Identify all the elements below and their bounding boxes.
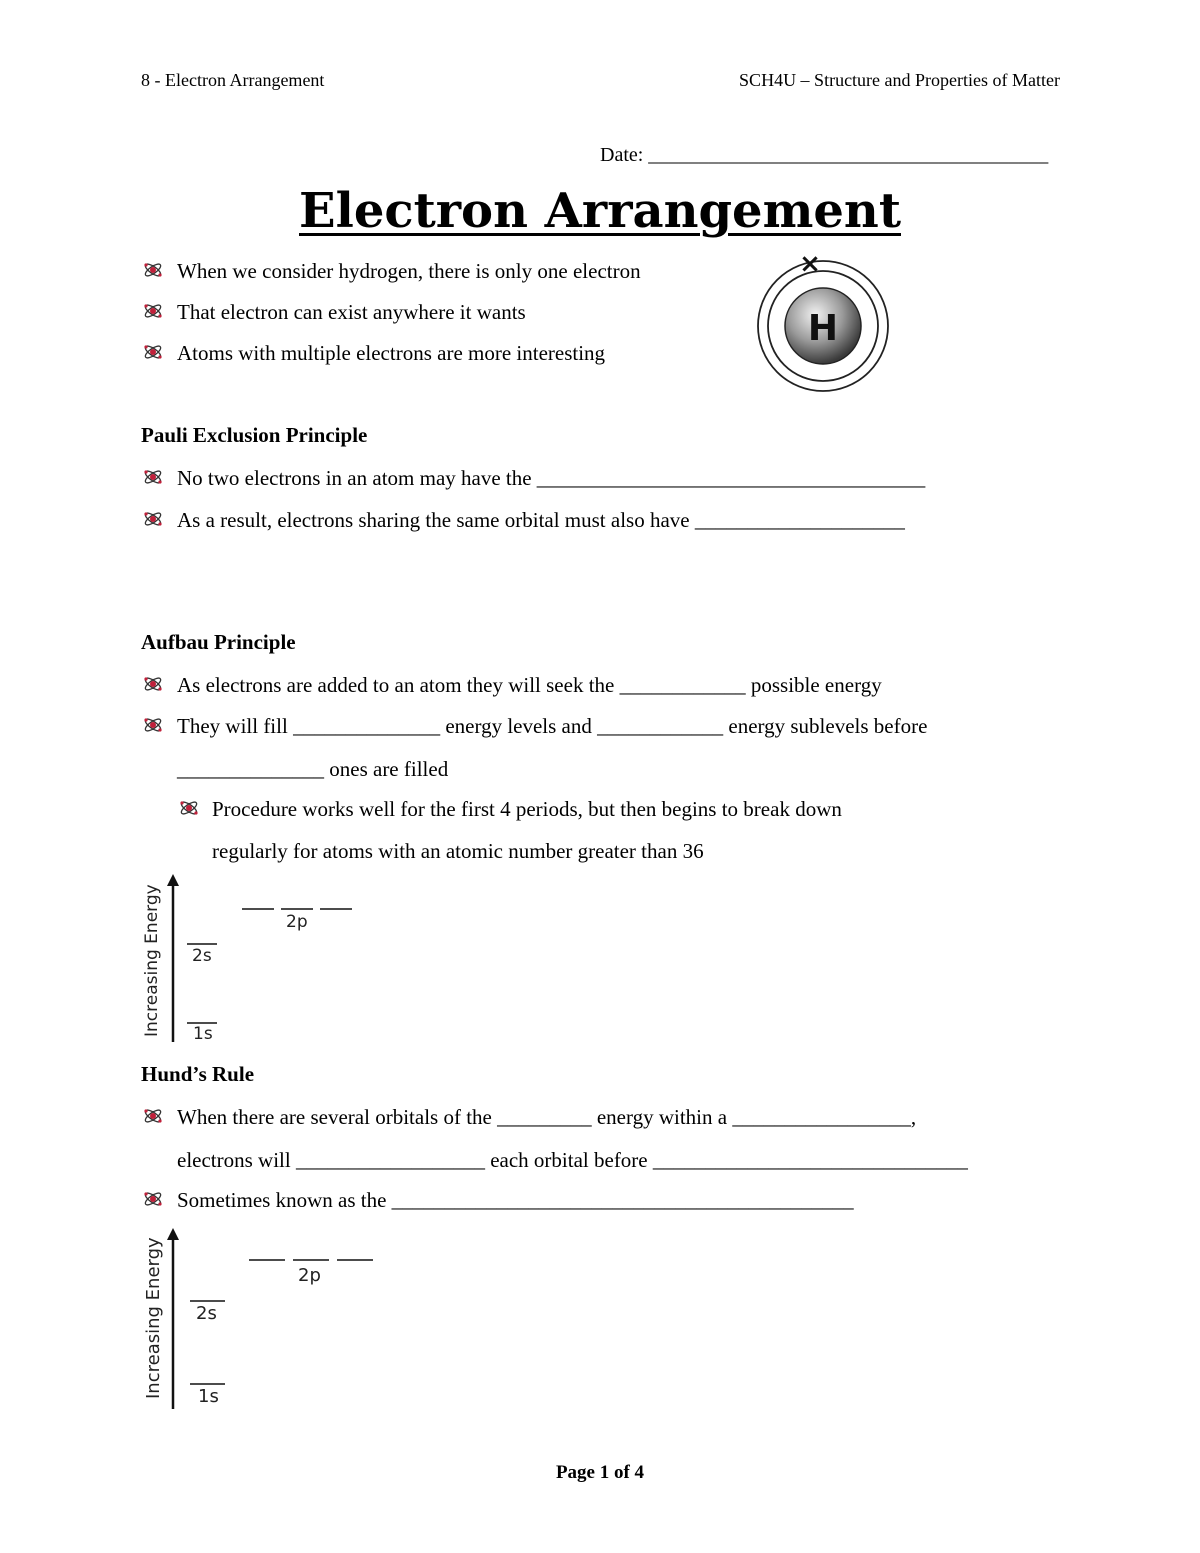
axis-label: Increasing Energy <box>143 1237 164 1399</box>
energy-diagram-hund <box>135 1226 395 1416</box>
pauli-bullet: No two electrons in an atom may have the _____________________________________ <box>177 466 926 490</box>
energy-diagram-aufbau <box>135 872 375 1052</box>
hund-heading: Hund’s Rule <box>141 1062 255 1086</box>
atom-bullet-icon <box>142 466 164 488</box>
page-title: Electron Arrangement <box>299 183 901 239</box>
aufbau-bullet-continued: ______________ ones are filled <box>177 757 449 781</box>
header-left: 8 - Electron Arrangement <box>141 70 325 90</box>
hund-bullet: Sometimes known as the ____________________________________________ <box>177 1188 854 1212</box>
aufbau-sub-bullet-continued: regularly for atoms with an atomic number greater than 36 <box>212 839 704 863</box>
hund-bullet: When there are several orbitals of the _________ energy within a _________________, <box>177 1105 917 1129</box>
atom-bullet-icon <box>142 673 164 695</box>
atom-bullet-icon <box>142 714 164 736</box>
atom-bullet-icon <box>178 797 200 819</box>
aufbau-bullet: They will fill ______________ energy levels and ____________ energy sublevels before <box>177 714 928 738</box>
electron-mark: × <box>799 250 821 279</box>
axis-label: Increasing Energy <box>142 884 162 1037</box>
aufbau-sub-bullet: Procedure works well for the first 4 periods, but then begins to break down <box>212 797 842 821</box>
level-label-2s: 2s <box>192 946 212 966</box>
pauli-heading: Pauli Exclusion Principle <box>141 423 368 447</box>
atom-bullet-icon <box>142 300 164 322</box>
hund-bullet-continued: electrons will __________________ each orbital before ______________________________ <box>177 1148 968 1172</box>
level-label-2s: 2s <box>196 1303 217 1324</box>
hydrogen-atom-figure <box>750 250 900 400</box>
header-right: SCH4U – Structure and Properties of Matter <box>739 70 1060 90</box>
level-label-1s: 1s <box>193 1024 213 1044</box>
level-label-2p: 2p <box>286 912 308 932</box>
atom-bullet-icon <box>142 259 164 281</box>
atom-bullet-icon <box>142 1105 164 1127</box>
atom-bullet-icon <box>142 341 164 363</box>
atom-symbol: H <box>807 308 839 349</box>
intro-bullet: Atoms with multiple electrons are more interesting <box>177 341 606 365</box>
level-label-2p: 2p <box>298 1265 321 1286</box>
aufbau-bullet: As electrons are added to an atom they will seek the ____________ possible energy <box>177 673 882 697</box>
atom-bullet-icon <box>142 508 164 530</box>
level-label-1s: 1s <box>198 1386 219 1407</box>
aufbau-heading: Aufbau Principle <box>141 630 296 654</box>
page-number: Page 1 of 4 <box>555 1462 645 1483</box>
atom-bullet-icon <box>142 1188 164 1210</box>
pauli-bullet: As a result, electrons sharing the same orbital must also have ____________________ <box>177 508 905 532</box>
intro-bullet: That electron can exist anywhere it wants <box>177 300 526 324</box>
intro-bullet: When we consider hydrogen, there is only one electron <box>177 259 641 283</box>
date-field: Date: ________________________________________ <box>600 144 1049 166</box>
